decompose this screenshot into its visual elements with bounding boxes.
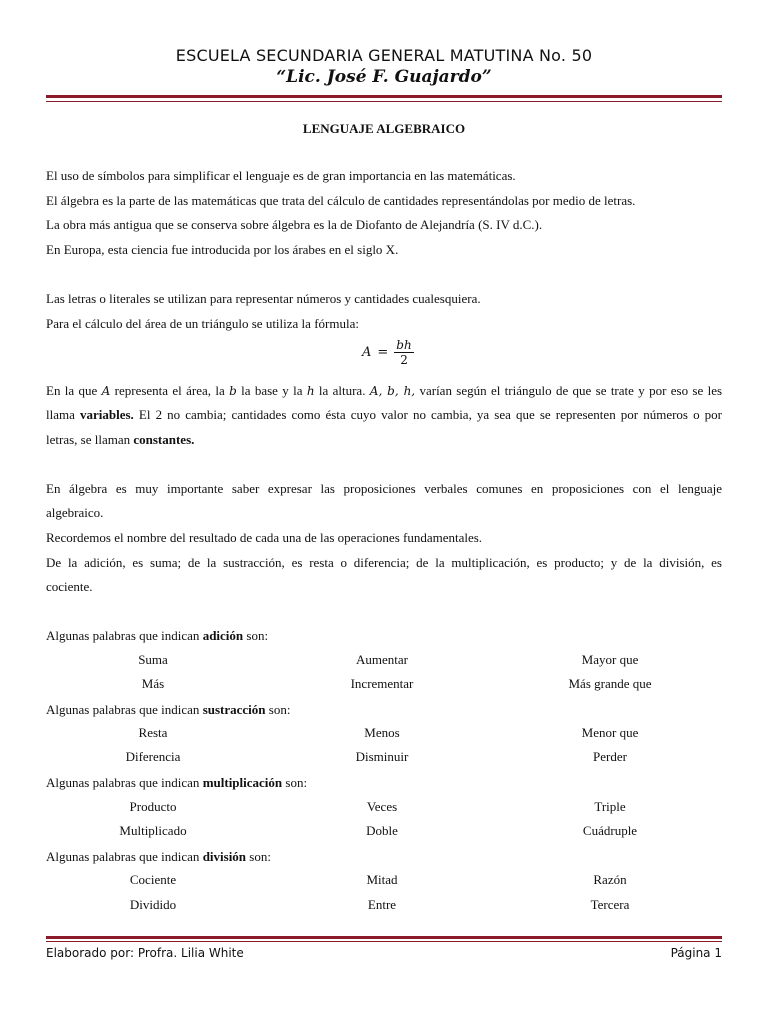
area-formula (362, 338, 414, 367)
formula-denominator: 2 (400, 353, 408, 367)
page-title: LENGUAJE ALGEBRAICO (302, 121, 466, 136)
word-cell: Producto (129, 799, 177, 814)
expressions-line-3: Recordemos el nombre del resultado de cada una de las operaciones fundamentales. (46, 530, 483, 545)
word-cell: Multiplicado (119, 823, 187, 838)
intro-line-3: La obra más antigua que se conserva sobre álgebra es la de Diofanto de Alejandría (S. IV d.C.). (46, 217, 543, 232)
variables-line-2: llama variables. El 2 no cambia; cantidades como ésta cuyo valor no cambia, ya sea que se representen por números o por (46, 407, 723, 422)
word-cell: Suma (138, 652, 168, 667)
formula-numerator: bh (396, 338, 412, 352)
word-cell: Menor que (581, 725, 639, 740)
word-cell: Disminuir (355, 749, 409, 764)
word-cell: Veces (366, 799, 398, 814)
word-cell: Más (141, 676, 165, 691)
word-cell: Aumentar (356, 652, 408, 667)
word-cell: Menos (364, 725, 400, 740)
word-cell: Mitad (366, 872, 398, 887)
division-heading: Algunas palabras que indican división son: (46, 849, 271, 864)
intro-line-1: El uso de símbolos para simplificar el lenguaje es de gran importancia en las matemáticas. (46, 168, 516, 183)
word-cell: Cuádruple (582, 823, 638, 838)
variables-line-3: letras, se llaman constantes. (46, 432, 195, 447)
literals-line-1: Las letras o literales se utilizan para representar números y cantidades cualesquiera. (46, 291, 481, 306)
literals-line-2: Para el cálculo del área de un triángulo se utiliza la fórmula: (46, 316, 359, 331)
word-cell: Cociente (129, 872, 177, 887)
expressions-line-5: cociente. (46, 579, 93, 594)
word-cell: Incrementar (350, 676, 414, 691)
word-cell: Entre (367, 897, 397, 912)
word-cell: Resta (138, 725, 168, 740)
formula-lhs: A (362, 345, 372, 360)
footer-author: Elaborado por: Profra. Lilia White (46, 946, 244, 960)
multiplication-heading: Algunas palabras que indican multiplicación son: (46, 775, 308, 790)
subtraction-heading: Algunas palabras que indican sustracción son: (46, 702, 291, 717)
expressions-line-4: De la adición, es suma; de la sustracción, es resta o diferencia; de la multiplicación, es producto; y de la división, es (46, 555, 722, 570)
formula-fraction (394, 338, 413, 367)
school-name: ESCUELA SECUNDARIA GENERAL MATUTINA No. 50 (175, 46, 593, 65)
word-cell: Mayor que (581, 652, 639, 667)
expressions-line-2: algebraico. (46, 505, 104, 520)
word-cell: Triple (594, 799, 626, 814)
word-cell: Dividido (129, 897, 177, 912)
word-cell: Más grande que (568, 676, 652, 691)
footer-rule-thick (46, 936, 722, 939)
variables-line-1: En la que A representa el área, la b la base y la h la altura. A, b, h, varían según el triángulo de que se trate y por eso se les (46, 383, 723, 398)
word-cell: Diferencia (125, 749, 181, 764)
formula-equals: = (377, 345, 389, 360)
word-cell: Doble (366, 823, 398, 838)
footer-rule-thin (46, 941, 722, 942)
header-rule-thick (46, 95, 722, 98)
expressions-line-1: En álgebra es muy importante saber expresar las proposiciones verbales comunes en proposiciones con el lenguaje (46, 481, 722, 496)
addition-heading: Algunas palabras que indican adición son: (46, 628, 269, 643)
intro-line-2: El álgebra es la parte de las matemáticas que trata del cálculo de cantidades representándolas por medio de letras. (46, 193, 636, 208)
header-rule-thin (46, 101, 722, 102)
word-cell: Tercera (590, 897, 630, 912)
word-cell: Perder (593, 749, 627, 764)
intro-line-4: En Europa, esta ciencia fue introducida por los árabes en el siglo X. (46, 242, 399, 257)
word-cell: Razón (593, 872, 627, 887)
footer-page-number: Página 1 (670, 946, 722, 960)
school-motto: “Lic. José F. Guajardo” (276, 67, 492, 87)
